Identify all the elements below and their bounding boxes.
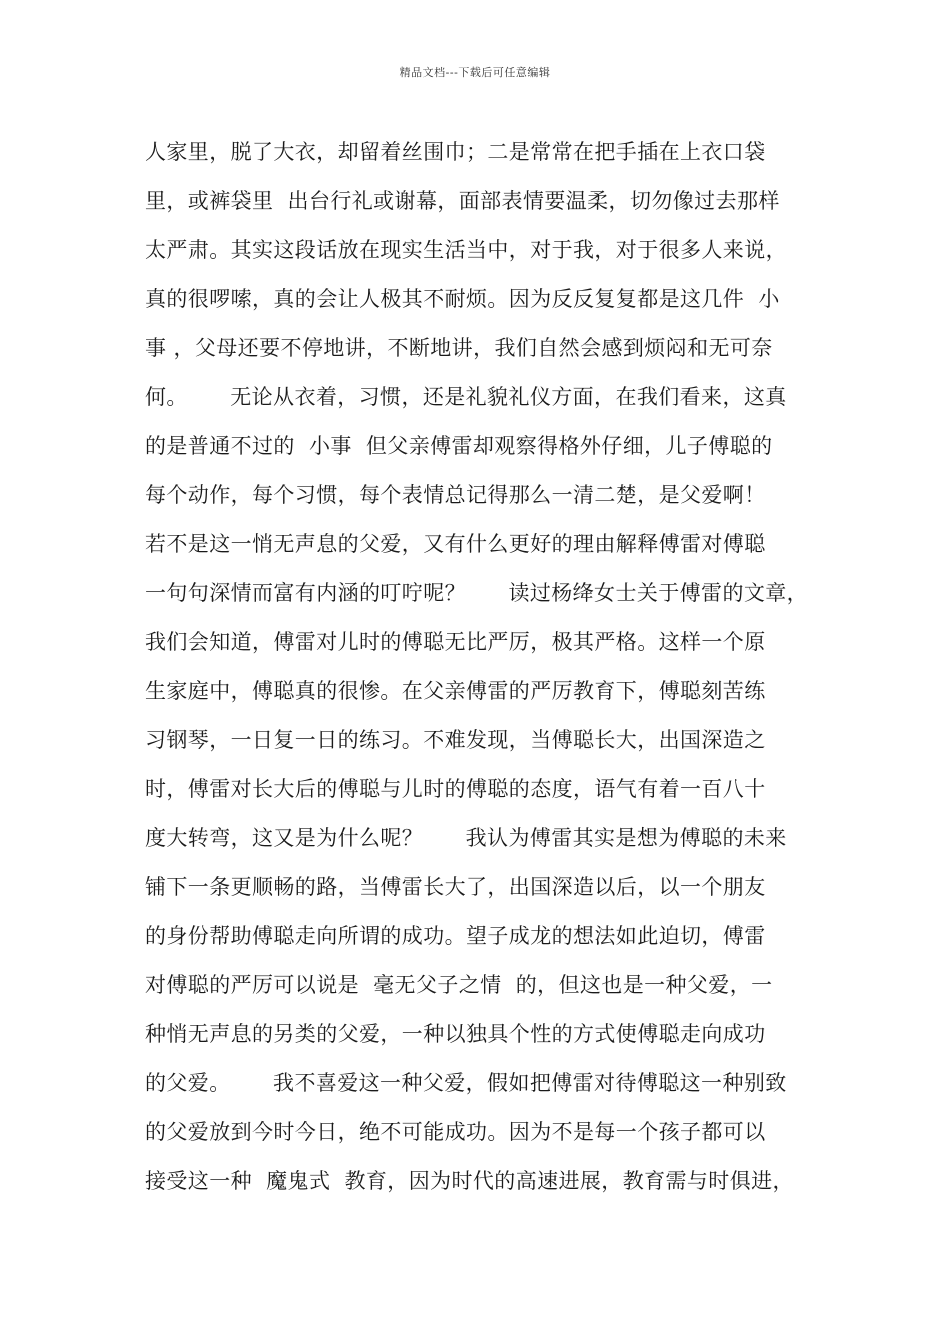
page-header: 精品文档---下载后可任意编辑 xyxy=(399,66,551,79)
text-line: 真的很啰嗦，真的会让人极其不耐烦。因为反反复复都是这几件 小 xyxy=(145,287,780,311)
text-line: 铺下一条更顺畅的路，当傅雷长大了，出国深造以后，以一个朋友 xyxy=(145,875,766,899)
text-line: 的父爱。 我不喜爱这一种父爱，假如把傅雷对待傅聪这一种别致 xyxy=(145,1071,787,1095)
text-line: 接受这一种 魔鬼式 教育，因为时代的高速进展，教育需与时俱进， xyxy=(145,1169,794,1193)
text-line: 度大转弯，这又是为什么呢？ 我认为傅雷其实是想为傅聪的未来 xyxy=(145,826,787,850)
text-line: 生家庭中，傅聪真的很惨。在父亲傅雷的严厉教育下，傅聪刻苦练 xyxy=(145,679,766,703)
text-line: 我们会知道，傅雷对儿时的傅聪无比严厉，极其严格。这样一个原 xyxy=(145,630,766,654)
text-line: 一句句深情而富有内涵的叮咛呢？ 读过杨绛女士关于傅雷的文章， xyxy=(145,581,809,605)
text-line: 人家里，脱了大衣，却留着丝围巾；二是常常在把手插在上衣口袋 xyxy=(145,140,766,164)
text-line: 时，傅雷对长大后的傅聪与儿时的傅聪的态度，语气有着一百八十 xyxy=(145,777,766,801)
text-line: 种悄无声息的另类的父爱，一种以独具个性的方式使傅聪走向成功 xyxy=(145,1022,766,1046)
text-line: 的身份帮助傅聪走向所谓的成功。望子成龙的想法如此迫切，傅雷 xyxy=(145,924,766,948)
text-line: 的是普通不过的 小事 但父亲傅雷却观察得格外仔细，儿子傅聪的 xyxy=(145,434,773,458)
text-line: 对傅聪的严厉可以说是 毫无父子之情 的，但这也是一种父爱，一 xyxy=(145,973,773,997)
text-line: 若不是这一悄无声息的父爱，又有什么更好的理由解释傅雷对傅聪 xyxy=(145,532,766,556)
document-body xyxy=(145,132,835,1210)
text-line: 习钢琴，一日复一日的练习。不难发现，当傅聪长大，出国深造之 xyxy=(145,728,766,752)
text-line: 的父爱放到今时今日，绝不可能成功。因为不是每一个孩子都可以 xyxy=(145,1120,766,1144)
text-line: 何。 无论从衣着，习惯，还是礼貌礼仪方面，在我们看来，这真 xyxy=(145,385,787,409)
text-line: 事 ，父母还要不停地讲，不断地讲，我们自然会感到烦闷和无可奈 xyxy=(145,336,773,360)
text-line: 太严肃。其实这段话放在现实生活当中，对于我，对于很多人来说， xyxy=(145,238,787,262)
text-line: 里，或裤袋里 出台行礼或谢幕，面部表情要温柔，切勿像过去那样 xyxy=(145,189,780,213)
text-line: 每个动作，每个习惯，每个表情总记得那么一清二楚，是父爱啊！ xyxy=(145,483,766,507)
